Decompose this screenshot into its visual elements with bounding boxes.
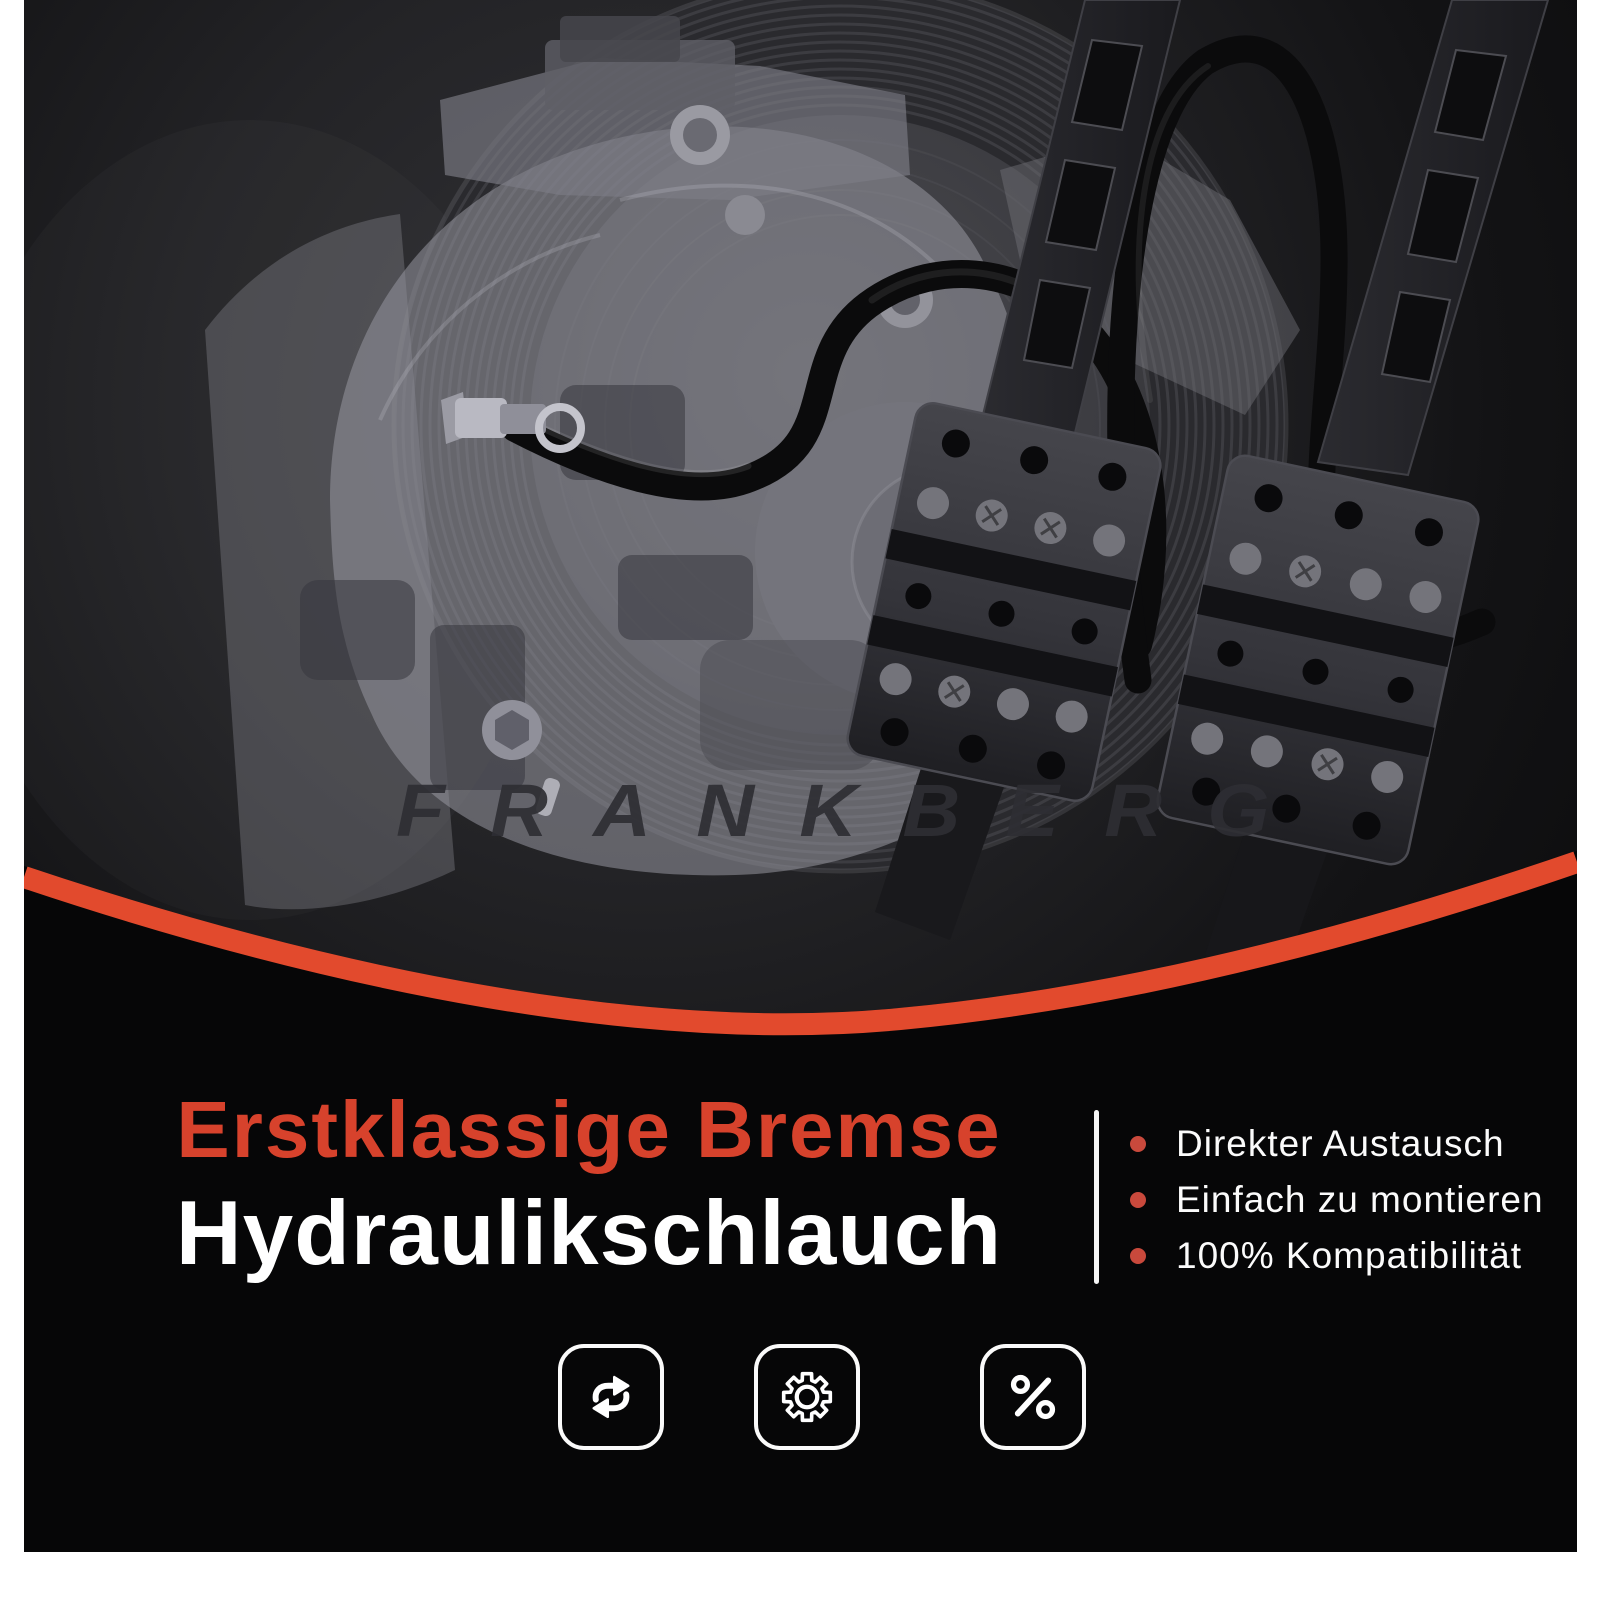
headline-line2: Hydraulikschlauch [175,1183,1003,1284]
swap-arrows-icon [558,1344,664,1450]
feature-item [1130,1116,1544,1172]
bullet-dot [1130,1248,1146,1264]
headline [84,1085,1094,1284]
gear-icon [754,1344,860,1450]
feature-item [1130,1228,1544,1284]
feature-label: Direkter Austausch [1176,1123,1505,1164]
brand-watermark: FRANKBERG [396,769,1315,852]
headline-line1: Erstklassige Bremse [176,1085,1002,1174]
bullet-dot [1130,1192,1146,1208]
percent-icon [980,1344,1086,1450]
feature-item [1130,1172,1544,1228]
product-image-canvas [24,0,1577,1552]
bullet-dot [1130,1136,1146,1152]
feature-label: Einfach zu montieren [1176,1179,1544,1220]
feature-label: 100% Kompatibilität [1176,1235,1523,1276]
vertical-divider [1094,1110,1099,1284]
feature-list [1130,1116,1544,1284]
